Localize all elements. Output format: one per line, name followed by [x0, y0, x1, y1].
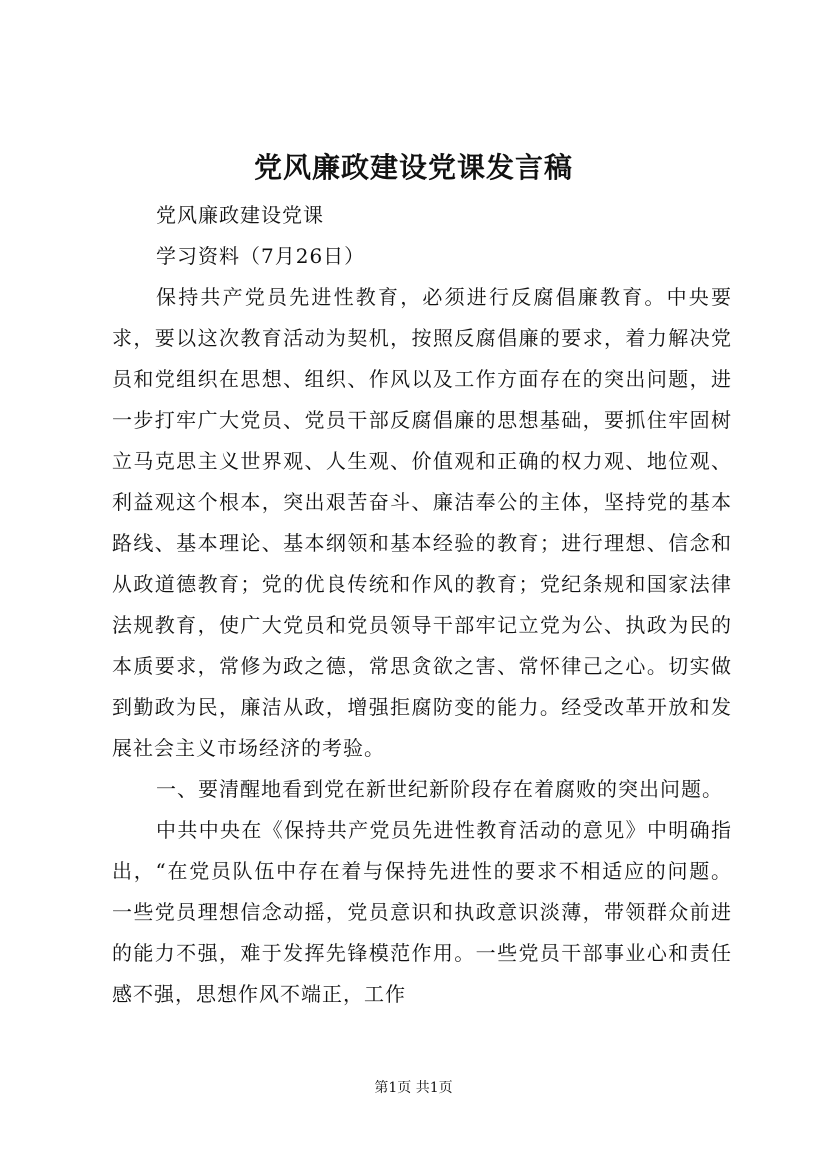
paragraph-material-date: 学习资料（7月26日） [156, 244, 366, 268]
page-number-footer: 第1页 共1页 [374, 1080, 453, 1096]
paragraph-intro: 保持共产党员先进性教育，必须进行反腐倡廉教育。中央要求，要以这次教育活动为契机，按照反腐倡廉的要求，着力解决党员和党组织在思想、组织、作风以及工作方面存在的突出问题，进一步打牢广大党员、党员干部反腐倡廉的思想基础，要抓住牢固树立马克思主义世界观、人生观、价值观和正确的权力观、地位观、利益观这个根本，突出艰苦奋斗、廉洁奉公的主体，坚持党的基本路线、基本理论、基本纲领和基本经验的教育；进行理想、信念和从政道德教育；党的优良传统和作风的教育；党纪条规和国家法律法规教育，使广大党员和党员领导干部牢记立党为公、执政为民的本质要求，常修为政之德，常思贪欲之害、常怀律己之心。切实做到勤政为民，廉洁从政，增强拒腐防变的能力。经受改革开放和发展社会主义市场经济的考验。 [112, 285, 732, 760]
paragraph-section-heading: 一、要清醒地看到党在新世纪新阶段存在着腐败的突出问题。 [156, 777, 723, 801]
paragraph-subtitle: 党风廉政建设党课 [156, 203, 324, 227]
document-body [112, 195, 732, 1015]
paragraph-central-opinion: 中共中央在《保持共产党员先进性教育活动的意见》中明确指出，“在党员队伍中存在着与保持先进性的要求不相适应的问题。一些党员理想信念动摇，党员意识和执政意识淡薄，带领群众前进的能力不强，难于发挥先锋模范作用。一些党员干部事业心和责任感不强，思想作风不端正，工作 [112, 818, 732, 1006]
document-title: 党风廉政建设党课发言稿 [253, 151, 573, 184]
